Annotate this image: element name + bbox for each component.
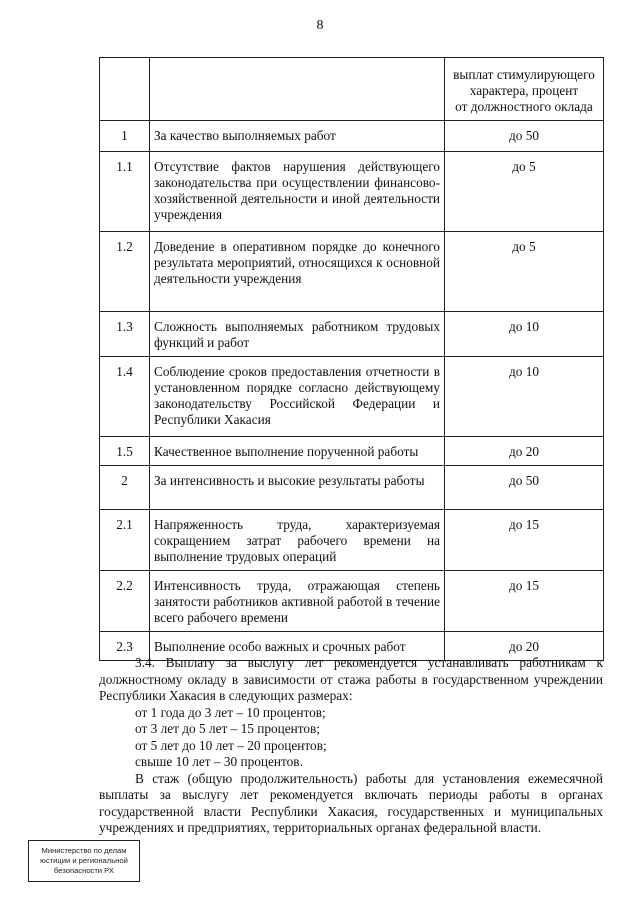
list-item: от 5 лет до 10 лет – 20 процентов; bbox=[135, 737, 327, 753]
row-description: Соблюдение сроков предоставления отчетности в установленном порядке согласно действующему законодательству Российской Федерации и Республики Хакасия bbox=[150, 357, 445, 437]
row-number: 1.3 bbox=[100, 312, 150, 357]
row-value: до 20 bbox=[445, 632, 604, 661]
table-row bbox=[100, 121, 604, 152]
row-description: Сложность выполняемых работником трудовых функций и работ bbox=[150, 312, 445, 357]
table-row bbox=[100, 232, 604, 312]
row-number: 1.1 bbox=[100, 152, 150, 232]
row-value: до 5 bbox=[445, 152, 604, 232]
table-row bbox=[100, 571, 604, 632]
row-description: Качественное выполнение порученной работы bbox=[150, 437, 445, 466]
row-description: Доведение в оперативном порядке до конечного результата мероприятий, относящихся к основной деятельности учреждения bbox=[150, 232, 445, 312]
row-value: до 15 bbox=[445, 510, 604, 571]
header-cell-description bbox=[150, 58, 445, 121]
header-value-line: выплат стимулирующего bbox=[453, 67, 595, 82]
row-value: до 15 bbox=[445, 571, 604, 632]
header-value-line: характера, процент bbox=[469, 83, 579, 98]
table-row bbox=[100, 312, 604, 357]
row-number: 1.5 bbox=[100, 437, 150, 466]
table-row bbox=[100, 152, 604, 232]
row-description: Интенсивность труда, отражающая степень занятости работников активной работой в течение всего рабочего времени bbox=[150, 571, 445, 632]
row-number: 2.1 bbox=[100, 510, 150, 571]
row-description: Напряженность труда, характеризуемая сокращением затрат рабочего времени на выполнение трудовых операций bbox=[150, 510, 445, 571]
row-number: 1.4 bbox=[100, 357, 150, 437]
row-value: до 10 bbox=[445, 312, 604, 357]
table-row bbox=[100, 437, 604, 466]
row-value: до 20 bbox=[445, 437, 604, 466]
header-cell-value bbox=[445, 58, 604, 121]
table-header-row bbox=[100, 58, 604, 121]
table-row bbox=[100, 466, 604, 510]
body-text bbox=[99, 655, 603, 837]
stamp-line: безопасности РХ bbox=[54, 866, 114, 875]
row-description: Отсутствие фактов нарушения действующего законодательства при осуществлении финансово-хозяйственной деятельности и иной деятельности учреждения bbox=[150, 152, 445, 232]
row-number: 1.2 bbox=[100, 232, 150, 312]
list-item: от 1 года до 3 лет – 10 процентов; bbox=[135, 704, 326, 720]
row-value: до 50 bbox=[445, 121, 604, 152]
row-number: 2.3 bbox=[100, 632, 150, 661]
stamp-line: юстиции и региональной bbox=[40, 856, 128, 865]
row-description: За качество выполняемых работ bbox=[150, 121, 445, 152]
page-number: 8 bbox=[316, 18, 324, 33]
header-cell-number bbox=[100, 58, 150, 121]
row-description: Выполнение особо важных и срочных работ bbox=[150, 632, 445, 661]
row-number: 2.2 bbox=[100, 571, 150, 632]
row-value: до 50 bbox=[445, 466, 604, 510]
header-value-line: от должностного оклада bbox=[455, 99, 593, 114]
row-number: 1 bbox=[100, 121, 150, 152]
incentive-payments-table bbox=[99, 57, 604, 661]
list-item: от 3 лет до 5 лет – 15 процентов; bbox=[135, 721, 321, 736]
paragraph-3-4: 3.4. Выплату за выслугу лет рекомендуется устанавливать работникам к должностному окладу в зависимости от стажа работы в государственном учреждении Республики Хакасия в следующих размерах: bbox=[99, 655, 603, 703]
paragraph-service-length: В стаж (общую продолжительность) работы для установления ежемесячной выплаты за выслугу лет рекомендуется включать периоды работы в органах государственной власти Республики Хакасия, государственных и муниципальных учреждениях и предприятиях, территориальных органах федеральной власти. bbox=[99, 770, 603, 835]
ministry-stamp bbox=[28, 840, 140, 882]
table-row bbox=[100, 510, 604, 571]
row-description: За интенсивность и высокие результаты работы bbox=[150, 466, 445, 510]
table-row bbox=[100, 357, 604, 437]
list-item: свыше 10 лет – 30 процентов. bbox=[135, 754, 303, 769]
row-value: до 10 bbox=[445, 357, 604, 437]
stamp-line: Министерство по делам bbox=[41, 846, 127, 855]
row-number: 2 bbox=[100, 466, 150, 510]
row-value: до 5 bbox=[445, 232, 604, 312]
